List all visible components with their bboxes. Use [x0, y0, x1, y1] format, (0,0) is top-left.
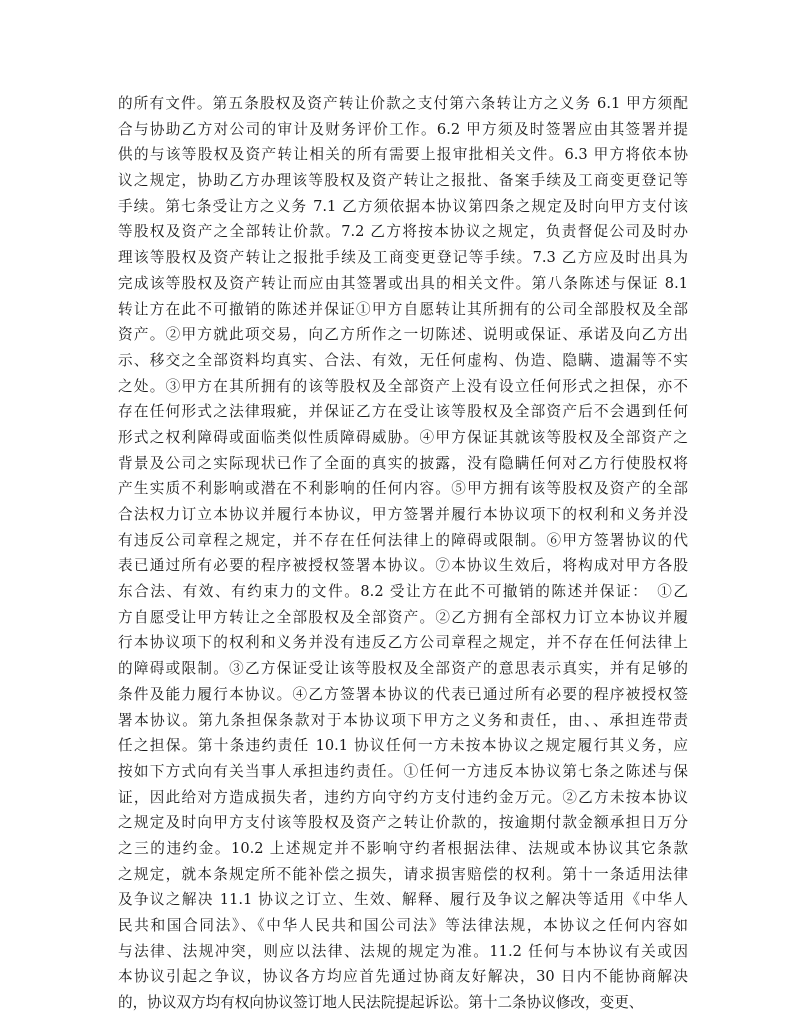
text-line: 合与协助乙方对公司的审计及财务评价工作。6.2 甲方须及时签署应由其签署并提 [118, 120, 688, 138]
text-line: 存在任何形式之法律瑕疵，并保证乙方在受让该等股权及全部资产后不会遇到任何 [118, 403, 688, 421]
text-line: 理该等股权及资产转让之报批手续及工商变更登记等手续。7.3 乙方应及时出具为 [118, 249, 688, 267]
text-line: 民共和国合同法》、《中华人民共和国公司法》等法律法规，本协议之任何内容如 [118, 917, 688, 934]
body-text [118, 91, 688, 1016]
text-line: 的障碍或限制。③乙方保证受让该等股权及全部资产的意思表示真实，并有足够的 [118, 660, 688, 678]
text-line: 等股权及资产之全部转让价款。7.2 乙方将按本协议之规定，负责督促公司及时办 [118, 223, 688, 241]
text-line: 资产。②甲方就此项交易，向乙方所作之一切陈述、说明或保证、承诺及向乙方出 [118, 326, 688, 344]
text-line: 供的与该等股权及资产转让相关的所有需要上报审批相关文件。6.3 甲方将依本协 [118, 146, 688, 164]
text-line: 及争议之解决 11.1 协议之订立、生效、解释、履行及争议之解决等适用《中华人 [118, 891, 688, 909]
text-line: 表已通过所有必要的程序被授权签署本协议。⑦本协议生效后，将构成对甲方各股 [118, 557, 688, 575]
text-line: 议之规定，协助乙方办理该等股权及资产转让之报批、备案手续及工商变更登记等 [118, 172, 688, 190]
text-line: 合法权力订立本协议并履行本协议，甲方签署并履行本协议项下的权利和义务并没 [118, 506, 688, 523]
text-line: 与法律、法规冲突，则应以法律、法规的规定为准。11.2 任何与本协议有关或因 [118, 942, 688, 960]
text-line: 手续。第七条受让方之义务 7.1 乙方须依据本协议第四条之规定及时向甲方支付该 [118, 197, 688, 215]
text-line: 的，协议双方均有权向协议签订地人民法院提起诉讼。第十二条协议修改，变更、 [118, 994, 644, 1012]
text-line: 之处。③甲方在其所拥有的该等股权及全部资产上没有设立任何形式之担保，亦不 [118, 377, 688, 395]
text-line: 条件及能力履行本协议。④乙方签署本协议的代表已通过所有必要的程序被授权签 [118, 685, 688, 703]
text-line: 任之担保。第十条违约责任 10.1 协议任何一方未按本协议之规定履行其义务，应 [118, 737, 688, 755]
text-line: 背景及公司之实际现状已作了全面的真实的披露，没有隐瞒任何对乙方行使股权将 [118, 454, 688, 472]
text-line: 形式之权利障碍或面临类似性质障碍威胁。④甲方保证其就该等股权及全部资产之 [118, 428, 688, 446]
text-line: 完成该等股权及资产转让而应由其签署或出具的相关文件。第八条陈述与保证 8.1 [118, 274, 688, 292]
text-line: 的所有文件。第五条股权及资产转让价款之支付第六条转让方之义务 6.1 甲方须配 [118, 95, 688, 112]
text-line: 方自愿受让甲方转让之全部股权及全部资产。②乙方拥有全部权力订立本协议并履 [118, 608, 688, 626]
text-line: 行本协议项下的权利和义务并没有违反乙方公司章程之规定，并不存在任何法律上 [118, 634, 688, 652]
text-line: 东合法、有效、有约束力的文件。8.2 受让方在此不可撤销的陈述并保证： ①乙 [118, 583, 688, 601]
text-line: 之规定，就本条规定所不能补偿之损失，请求损害赔偿的权利。第十一条适用法律 [118, 865, 688, 883]
text-line: 产生实质不利影响或潜在不利影响的任何内容。⑤甲方拥有该等股权及资产的全部 [118, 480, 688, 498]
text-line: 按如下方式向有关当事人承担违约责任。①任何一方违反本协议第七条之陈述与保 [118, 762, 688, 780]
text-line: 之三的违约金。10.2 上述规定并不影响守约者根据法律、法规或本协议其它条款 [118, 839, 688, 857]
text-line: 转让方在此不可撤销的陈述并保证①甲方自愿转让其所拥有的公司全部股权及全部 [118, 300, 688, 318]
text-line: 之规定及时向甲方支付该等股权及资产之转让价款的，按逾期付款金额承担日万分 [118, 814, 688, 832]
text-line: 有违反公司章程之规定，并不存在任何法律上的障碍或限制。⑥甲方签署协议的代 [118, 531, 688, 549]
text-line: 本协议引起之争议，协议各方均应首先通过协商友好解决，30 日内不能协商解决 [118, 968, 688, 986]
text-line: 署本协议。第九条担保条款对于本协议项下甲方之义务和责任，由、、承担连带责 [118, 711, 688, 729]
text-line: 证，因此给对方造成损失者，违约方向守约方支付违约金万元。②乙方未按本协议 [118, 788, 688, 806]
text-line: 示、移交之全部资料均真实、合法、有效，无任何虚构、伪造、隐瞒、遗漏等不实 [118, 351, 688, 369]
